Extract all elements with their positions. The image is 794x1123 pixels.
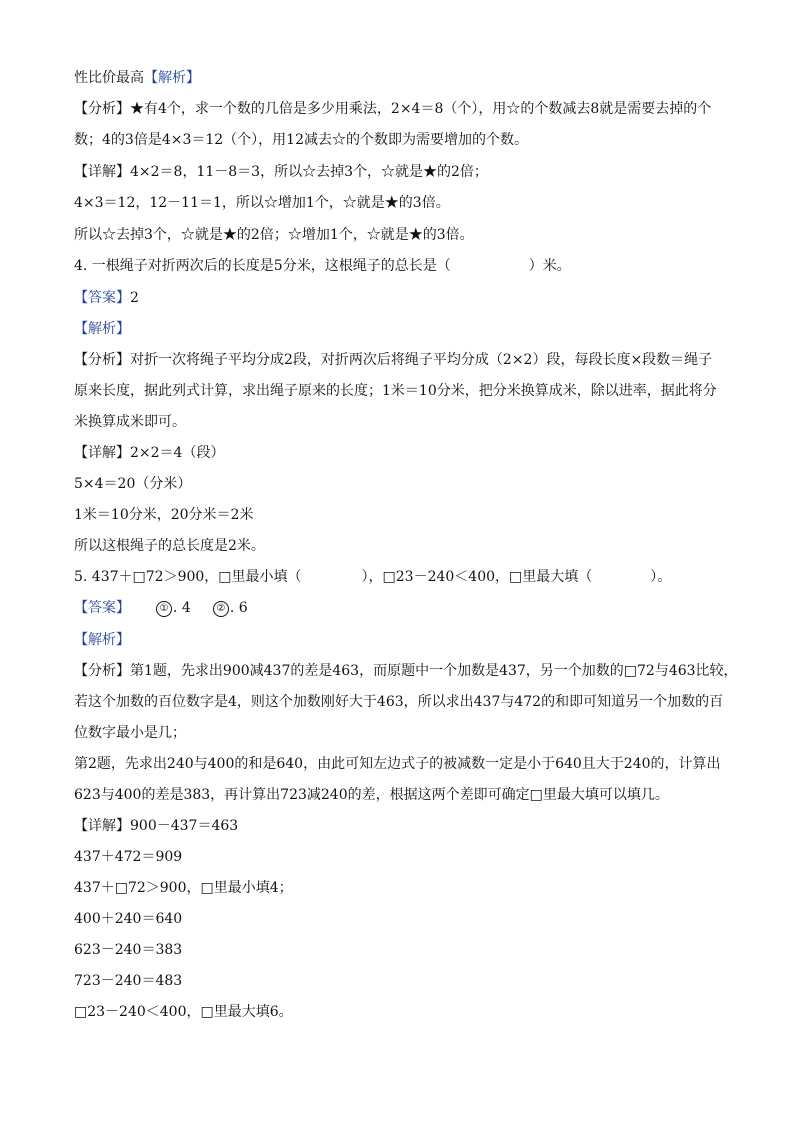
text-line [74,256,724,276]
text-segment: 【分析】第1题，先求出900减437的差是463，而原题中一个加数是437，另一个加数的□72与463比较， [74,663,738,679]
text-line [74,130,724,150]
text-line [74,971,724,991]
text-line [74,319,724,339]
text-line [74,940,724,960]
text-segment: 2 [130,290,139,306]
text-line [74,443,724,463]
text-segment: 所以☆去掉3个，☆就是★的2倍；☆增加1个，☆就是★的3倍。 [74,227,474,243]
section-tag: 【解析】 [74,321,130,337]
text-line [74,909,724,929]
text-line [74,661,738,681]
text-line [74,505,724,525]
text-line [74,1002,724,1022]
text-segment: 437＋□72＞900，□里最小填4； [74,880,293,896]
text-segment: 【详解】2×2＝4（段） [74,445,225,461]
text-line [74,412,724,432]
text-segment: 【详解】4×2＝8，11－8＝3，所以☆去掉3个，☆就是★的2倍； [74,164,488,180]
text-line [74,785,724,805]
text-segment: 【详解】900－437＝463 [74,818,239,834]
text-line [74,474,724,494]
circled-number: ② [213,601,229,617]
text-line [74,99,724,119]
text-segment: 若这个加数的百位数字是4，则这个加数刚好大于463，所以求出437与472的和即可知道另一个加数的百 [74,694,724,710]
text-segment: 437＋472＝909 [74,849,183,865]
text-line [74,598,724,618]
text-segment: ），□23－240＜400，□里最大填（ [361,569,593,585]
text-segment: 第2题，先求出240与400的和是640，由此可知左边式子的被减数一定是小于640且大于240的，计算出 [74,756,721,772]
text-line [74,692,724,712]
text-line [74,878,724,898]
text-line [74,381,724,401]
text-line [74,225,724,245]
text-segment: 位数字最小是几； [74,725,186,741]
section-tag: 【答案】 [74,290,130,306]
text-line [74,816,724,836]
text-segment: 5. 437＋□72＞900，□里最小填（ [74,569,302,585]
text-line [74,162,724,182]
text-segment: 5×4＝20（分米） [74,476,192,492]
text-segment: 所以这根绳子的总长度是2米。 [74,538,265,554]
text-segment: ）。 [650,569,672,585]
text-segment: . 6 [229,600,248,616]
text-segment: 400＋240＝640 [74,911,183,927]
section-tag: 【答案】 [74,600,130,616]
text-line [74,567,724,587]
text-line [74,350,724,370]
text-segment: 623与400的差是383，再计算出723减240的差，根据这两个差即可确定□里最大填可以填几。 [74,787,669,803]
text-segment: 4. 一根绳子对折两次后的长度是5分米，这根绳子的总长是（ [74,258,451,274]
text-segment: 4×3＝12，12－11＝1，所以☆增加1个，☆就是★的3倍。 [74,195,450,211]
text-segment: ）米。 [528,258,571,274]
text-line [74,723,724,743]
text-line [74,847,724,867]
section-tag: 【解析】 [144,70,200,86]
text-segment: 米换算成米即可。 [74,414,186,430]
text-segment: 数；4的3倍是4×3＝12（个），用12减去☆的个数即为需要增加的个数。 [74,132,528,148]
text-segment: □23－240＜400，□里最大填6。 [74,1004,293,1020]
text-segment: 1米＝10分米，20分米＝2米 [74,507,254,523]
text-line [74,630,724,650]
text-line [74,288,724,308]
text-line [74,536,724,556]
text-segment: 【分析】★有4个，求一个数的几倍是多少用乘法，2×4＝8（个），用☆的个数减去8就是需要去掉的个 [74,101,712,117]
text-line [74,68,724,88]
section-tag: 【解析】 [74,632,130,648]
text-segment: 性比价最高 [74,70,144,86]
text-segment: . 4 [173,600,191,616]
text-line [74,754,724,774]
text-segment: 623－240＝383 [74,942,183,958]
circled-number: ① [156,601,172,617]
text-segment: 原来长度，据此列式计算，求出绳子原来的长度；1米＝10分米，把分米换算成米，除以进率，据此将分 [74,383,717,399]
text-segment: 723－240＝483 [74,973,183,989]
text-line [74,193,724,213]
text-segment: 【分析】对折一次将绳子平均分成2段，对折两次后将绳子平均分成（2×2）段，每段长度×段数＝绳子 [74,352,713,368]
